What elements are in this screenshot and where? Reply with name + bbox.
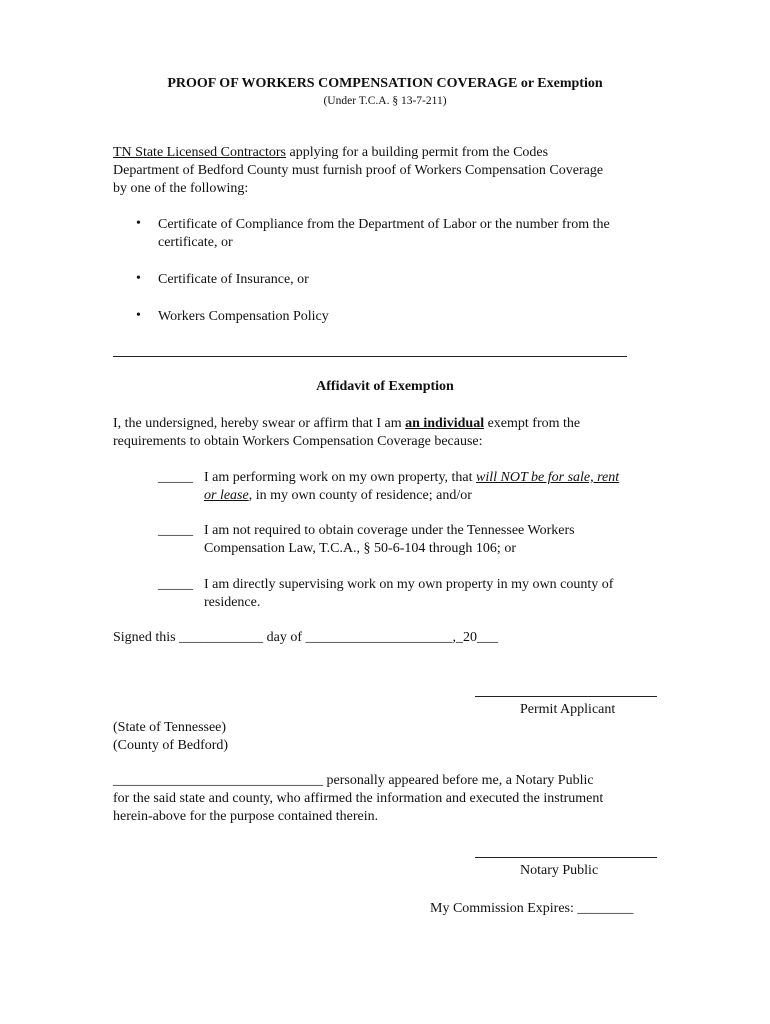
document-subtitle: (Under T.C.A. § 13-7-211): [323, 95, 447, 107]
commission-expires-line[interactable]: My Commission Expires: ________: [430, 901, 634, 916]
option-2-blank[interactable]: _____: [158, 523, 193, 538]
bullet-3-line-1: Workers Compensation Policy: [158, 309, 329, 324]
intro-line-3: by one of the following:: [113, 181, 249, 196]
option-3-blank[interactable]: _____: [158, 577, 193, 592]
permit-applicant-label: Permit Applicant: [520, 702, 616, 717]
bullet-icon: •: [136, 308, 141, 323]
option-1-line-1-italic: will NOT be for sale, rent: [476, 470, 620, 485]
option-3-line-2: residence.: [204, 595, 261, 610]
applicant-signature-line[interactable]: [475, 696, 657, 697]
option-3-line-1: I am directly supervising work on my own property in my own county of: [204, 577, 614, 592]
signed-date-line[interactable]: Signed this ____________ day of _____________________,_20___: [113, 630, 498, 645]
bullet-1-line-1: Certificate of Compliance from the Department of Labor or the number from the: [158, 217, 610, 232]
section-divider: [113, 356, 627, 357]
affidavit-emphasis: an individual: [405, 416, 485, 431]
affidavit-line-1-post: exempt from the: [484, 416, 581, 431]
bullet-icon: •: [136, 271, 141, 286]
option-2-line-2: Compensation Law, T.C.A., § 50-6-104 through 106; or: [204, 541, 516, 556]
intro-line-1-rest: applying for a building permit from the Codes: [286, 145, 549, 160]
notary-line-3: herein-above for the purpose contained therein.: [113, 809, 379, 824]
affidavit-heading: Affidavit of Exemption: [316, 379, 454, 394]
affidavit-line-2: requirements to obtain Workers Compensation Coverage because:: [113, 434, 483, 449]
bullet-2-line-1: Certificate of Insurance, or: [158, 272, 309, 287]
county-label: (County of Bedford): [113, 738, 229, 753]
notary-public-label: Notary Public: [520, 863, 599, 878]
notary-line-1: ______________________________ personally appeared before me, a Notary Public: [113, 773, 594, 788]
affidavit-line-1: [113, 415, 580, 433]
intro-underlined: TN State Licensed Contractors: [113, 145, 287, 160]
state-label: (State of Tennessee): [113, 720, 227, 735]
intro-line-2: Department of Bedford County must furnish proof of Workers Compensation Coverage: [113, 163, 604, 178]
affidavit-line-1-pre: I, the undersigned, hereby swear or affirm that I am: [113, 416, 406, 431]
option-1-line-1: [204, 469, 619, 487]
option-1-line-1-pre: I am performing work on my own property, that: [204, 470, 477, 485]
bullet-1-line-2: certificate, or: [158, 235, 233, 250]
document-title: PROOF OF WORKERS COMPENSATION COVERAGE or Exemption: [167, 76, 603, 91]
notary-signature-line[interactable]: [475, 857, 657, 858]
option-1-line-2-post: , in my own county of residence; and/or: [248, 488, 472, 503]
option-1-blank[interactable]: _____: [158, 470, 193, 485]
bullet-icon: •: [136, 216, 141, 231]
notary-line-2: for the said state and county, who affirmed the information and executed the instrument: [113, 791, 604, 806]
option-1-line-2: [204, 487, 472, 505]
option-1-line-2-italic: or lease: [204, 488, 249, 503]
option-2-line-1: I am not required to obtain coverage under the Tennessee Workers: [204, 523, 575, 538]
intro-line-1: [113, 144, 548, 162]
